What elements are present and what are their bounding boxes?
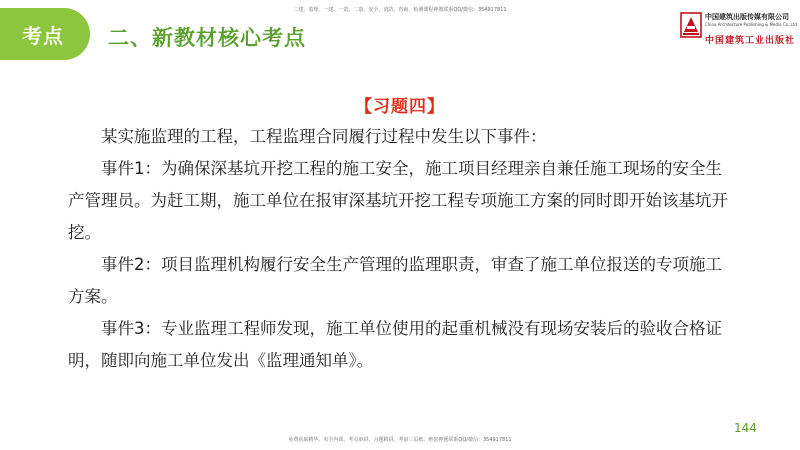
top-promo-note: 二建、监理、一建、一造、二造、安全、消防、咨询、检测课程神器联系QQ/微信：354917811 bbox=[293, 7, 507, 13]
event-paragraph-2: 事件2：项目监理机构履行安全生产管理的监理职责，审查了施工单位报送的专项施工方案。 bbox=[68, 255, 722, 306]
page-number: 144 bbox=[734, 421, 757, 435]
exercise-title: 【习题四】 bbox=[355, 97, 445, 117]
kaodian-badge bbox=[0, 8, 90, 60]
bottom-promo-note: 免费获取精华、夹全内训、考点串讲、习题精讲、考前三页纸、绝密押题联系QQ/微信：354917811 bbox=[288, 437, 512, 443]
event-paragraph-3: 事件3：专业监理工程师发现，施工单位使用的起重机械没有现场安装后的验收合格证明，随即向施工单位发出《监理通知单》。 bbox=[68, 319, 722, 370]
publisher-logo bbox=[680, 10, 799, 46]
kaodian-badge-label: 考点 bbox=[22, 23, 64, 48]
exercise-body bbox=[68, 121, 728, 377]
publisher-name-script: 中国建筑工业出版社 bbox=[705, 36, 796, 46]
publisher-name-en: China Architecture Publishing & Media Co.,Ltd. bbox=[705, 22, 799, 27]
section-title: 二、新教材核心考点 bbox=[108, 26, 306, 50]
publisher-name-cn: 中国建筑出版传媒有限公司 bbox=[705, 13, 789, 21]
publisher-emblem-icon bbox=[680, 12, 702, 38]
event-paragraph-1: 事件1：为确保深基坑开挖工程的施工安全，施工项目经理亲自兼任施工现场的安全生产管理员。为赶工期，施工单位在报审深基坑开挖工程专项施工方案的同时即开始该基坑开挖。 bbox=[68, 159, 728, 242]
exercise-intro: 某实施监理的工程，工程监理合同履行过程中发生以下事件： bbox=[101, 127, 547, 146]
